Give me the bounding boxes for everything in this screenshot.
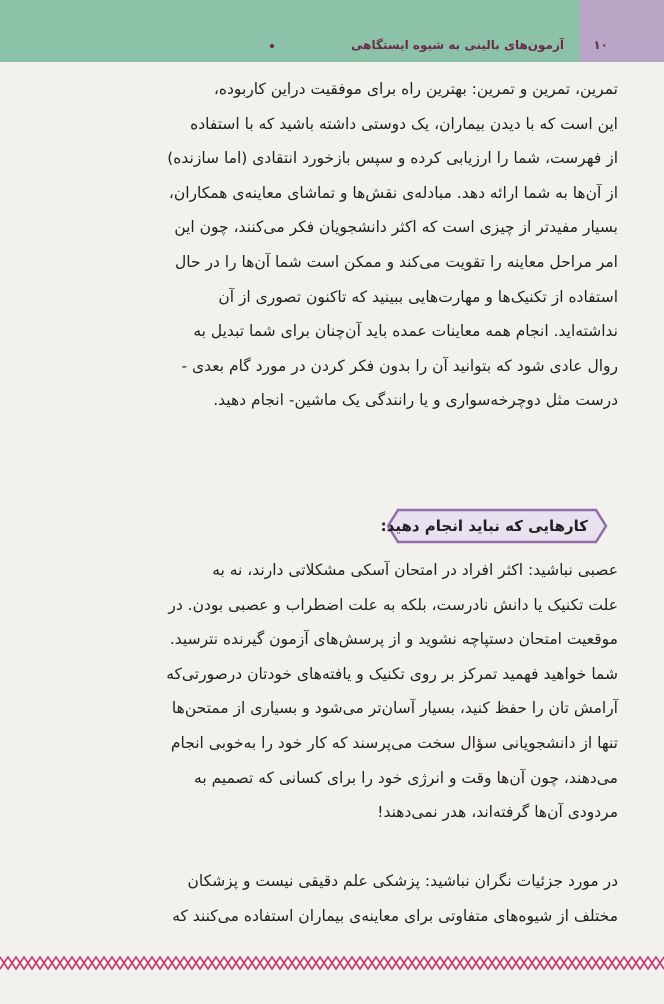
text-line: نداشته‌اید. انجام همه معاینات عمده باید آن‌چنان برای شما تبدیل به: [193, 322, 618, 341]
paragraph-practice: [38, 72, 618, 418]
text-line: عصبی نباشید: اکثر افراد در امتحان آسکی مشکلاتی دارند، نه به: [212, 561, 618, 579]
text-line: درست مثل دوچرخه‌سواری و یا رانندگی یک ماشین- انجام دهید.: [213, 391, 618, 410]
decorative-zigzag-border: [0, 955, 664, 971]
running-header-title: آزمون‌های بالینی به شیوه ایستگاهی: [351, 38, 564, 52]
page-number: ۱۰: [593, 38, 608, 52]
text-line: از فهرست، شما را ارزیابی کرده و سپس بازخورد انتقادی (اما سازنده): [167, 149, 618, 168]
text-line: مختلف از شیوه‌های متفاوتی برای معاینه‌ی بیماران استفاده می‌کنند که: [172, 906, 618, 925]
text-line: تنها از دانشجویانی سؤال سخت می‌پرسند که کار خود را به‌خوبی انجام: [170, 733, 618, 752]
zigzag-line-2: [0, 957, 664, 969]
header-accent: [580, 0, 664, 62]
text-line: روال عادی شود که بتوانید آن را بدون فکر کردن در مورد گام بعدی -: [181, 356, 618, 375]
text-line: شما خواهید فهمید تمرکز بر روی تکنیک و یافته‌های خودتان درصورتی‌که: [166, 664, 618, 683]
paragraph-details: [38, 864, 618, 933]
section-heading-callout: [380, 508, 608, 544]
callout-heading: کارهایی که نباید انجام دهید:: [380, 517, 588, 535]
text-line: از آن‌ها به شما ارائه دهد. مبادله‌ی نقش‌ها و تماشای معاینه‌ی همکاران،: [168, 183, 618, 202]
text-line: می‌دهند، چون آن‌ها وقت و انرژی خود را برای کسانی که تصمیم به: [194, 768, 618, 787]
text-line: علت تکنیک یا دانش نادرست، بلکه به علت اضطراب و عصبی بودن. در: [168, 595, 618, 614]
text-line: آرامش تان را حفظ کنید، بسیار آسان‌تر می‌شود و بسیاری از ممتحن‌ها: [171, 699, 618, 718]
text-line: تمرین، تمرین و تمرین: بهترین راه برای موفقیت دراین کاربوده،: [213, 80, 618, 98]
paragraph-dont-be-nervous: [38, 553, 618, 830]
text-line: بسیار مفیدتر از چیزی است که اکثر دانشجویان فکر می‌کنند، چون این: [174, 218, 618, 237]
text-line: امر مراحل معاینه را تقویت می‌کند و ممکن است شما آن‌ها را در حال: [174, 252, 618, 271]
text-line: در مورد جزئیات نگران نباشید: پزشکی علم دقیقی نیست و پزشکان: [187, 872, 618, 890]
text-line: مردودی آن‌ها گرفته‌اند، هدر نمی‌دهند!: [377, 803, 618, 822]
text-line: استفاده از تکنیک‌ها و مهارت‌هایی ببینید که تاکنون تصوری از آن: [218, 287, 618, 306]
text-line: این است که با دیدن بیماران، یک دوستی داشته باشید که با استفاده: [190, 114, 618, 133]
text-line: موقعیت امتحان دستپاچه نشوید و از پرسش‌های آزمون گیرنده نترسید.: [169, 630, 618, 649]
header-band: [0, 0, 580, 62]
header-dot: [270, 44, 274, 48]
